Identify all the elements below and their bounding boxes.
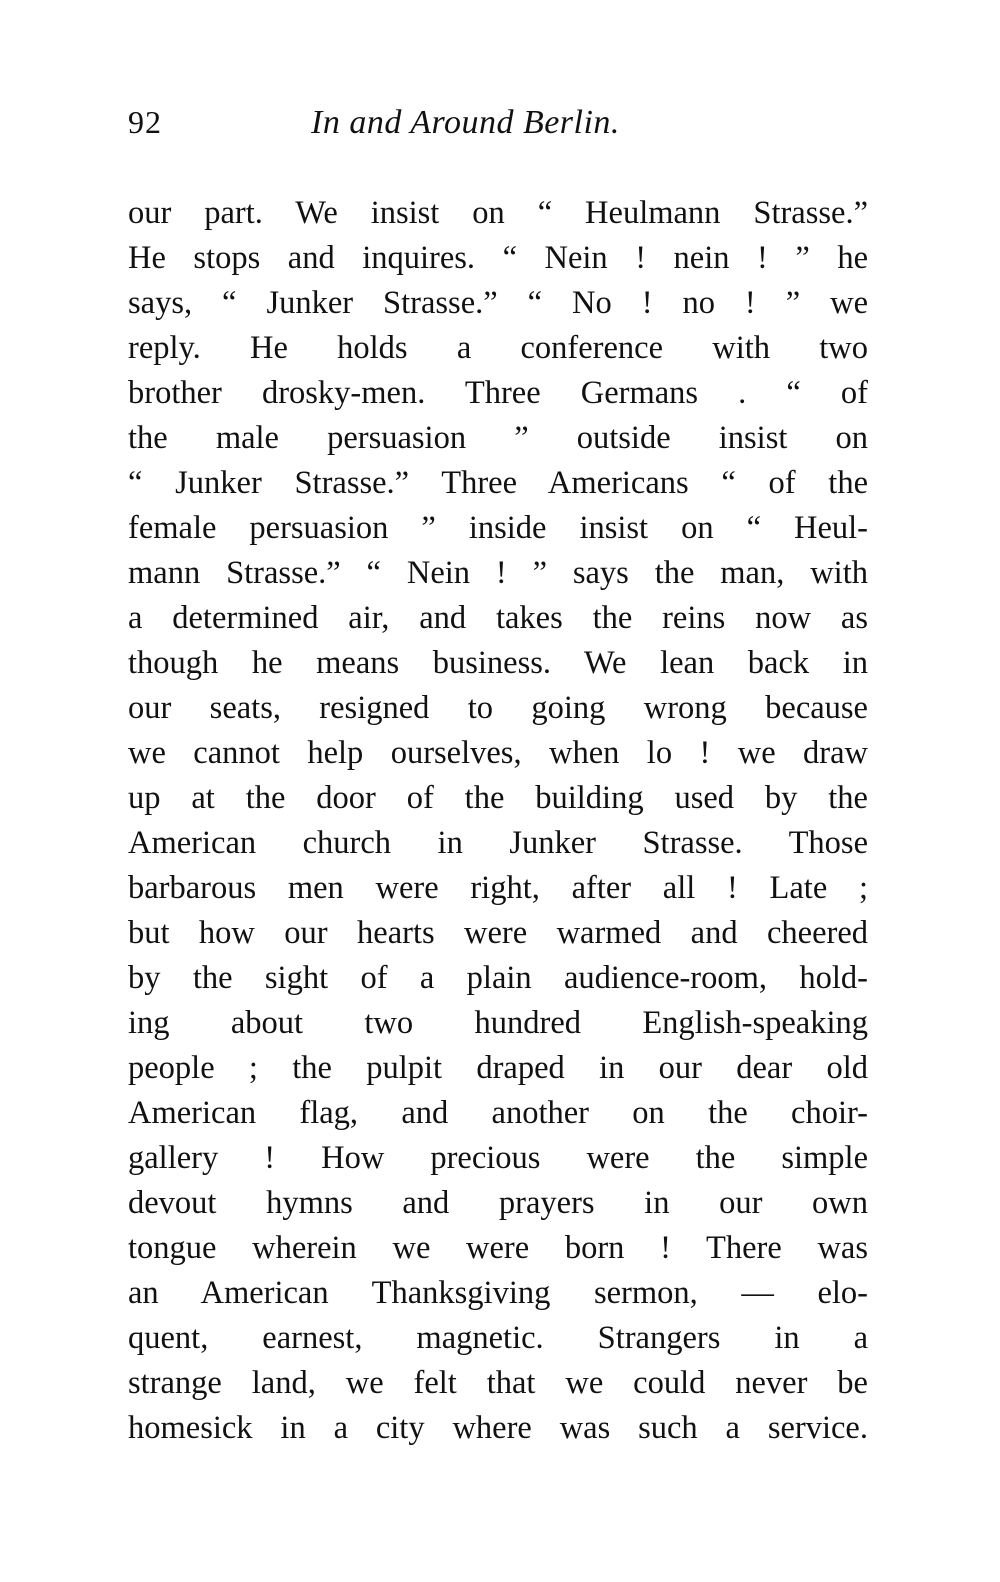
text-line: reply. He holds a conference with two [128, 330, 868, 366]
text-line: up at the door of the building used by the [128, 780, 868, 816]
text-line: tongue wherein we were born ! There was [128, 1230, 868, 1266]
text-line: American flag, and another on the choir- [128, 1095, 868, 1131]
text-line: brother drosky-men. Three Germans . “ of [128, 375, 868, 411]
text-line: people ; the pulpit draped in our dear old [128, 1050, 868, 1086]
page-header [128, 104, 868, 154]
text-line: gallery ! How precious were the simple [128, 1140, 868, 1176]
text-line: strange land, we felt that we could never be [128, 1365, 868, 1401]
text-line: by the sight of a plain audience-room, hold- [128, 960, 868, 996]
text-line: ing about two hundred English-speaking [128, 1005, 868, 1041]
running-title: In and Around Berlin. [311, 104, 620, 141]
body-text [128, 191, 868, 1451]
text-line: quent, earnest, magnetic. Strangers in a [128, 1320, 868, 1356]
text-line: an American Thanksgiving sermon, — elo- [128, 1275, 868, 1311]
text-line: but how our hearts were warmed and cheered [128, 915, 868, 951]
text-line: homesick in a city where was such a service. [128, 1410, 868, 1446]
text-line: He stops and inquires. “ Nein ! nein ! ” he [128, 240, 868, 276]
text-line: mann Strasse.” “ Nein ! ” says the man, with [128, 555, 868, 591]
text-line: barbarous men were right, after all ! Late ; [128, 870, 868, 906]
text-line: says, “ Junker Strasse.” “ No ! no ! ” we [128, 285, 868, 321]
text-line: American church in Junker Strasse. Those [128, 825, 868, 861]
text-line: “ Junker Strasse.” Three Americans “ of the [128, 465, 868, 501]
text-line: devout hymns and prayers in our own [128, 1185, 868, 1221]
text-line: though he means business. We lean back in [128, 645, 868, 681]
text-line: female persuasion ” inside insist on “ Heul- [128, 510, 868, 546]
text-line: our seats, resigned to going wrong because [128, 690, 868, 726]
text-line: the male persuasion ” outside insist on [128, 420, 868, 456]
text-line: we cannot help ourselves, when lo ! we draw [128, 735, 868, 771]
page-number: 92 [128, 104, 162, 140]
text-line: a determined air, and takes the reins now as [128, 600, 868, 636]
text-line: our part. We insist on “ Heulmann Strasse.” [128, 195, 868, 231]
